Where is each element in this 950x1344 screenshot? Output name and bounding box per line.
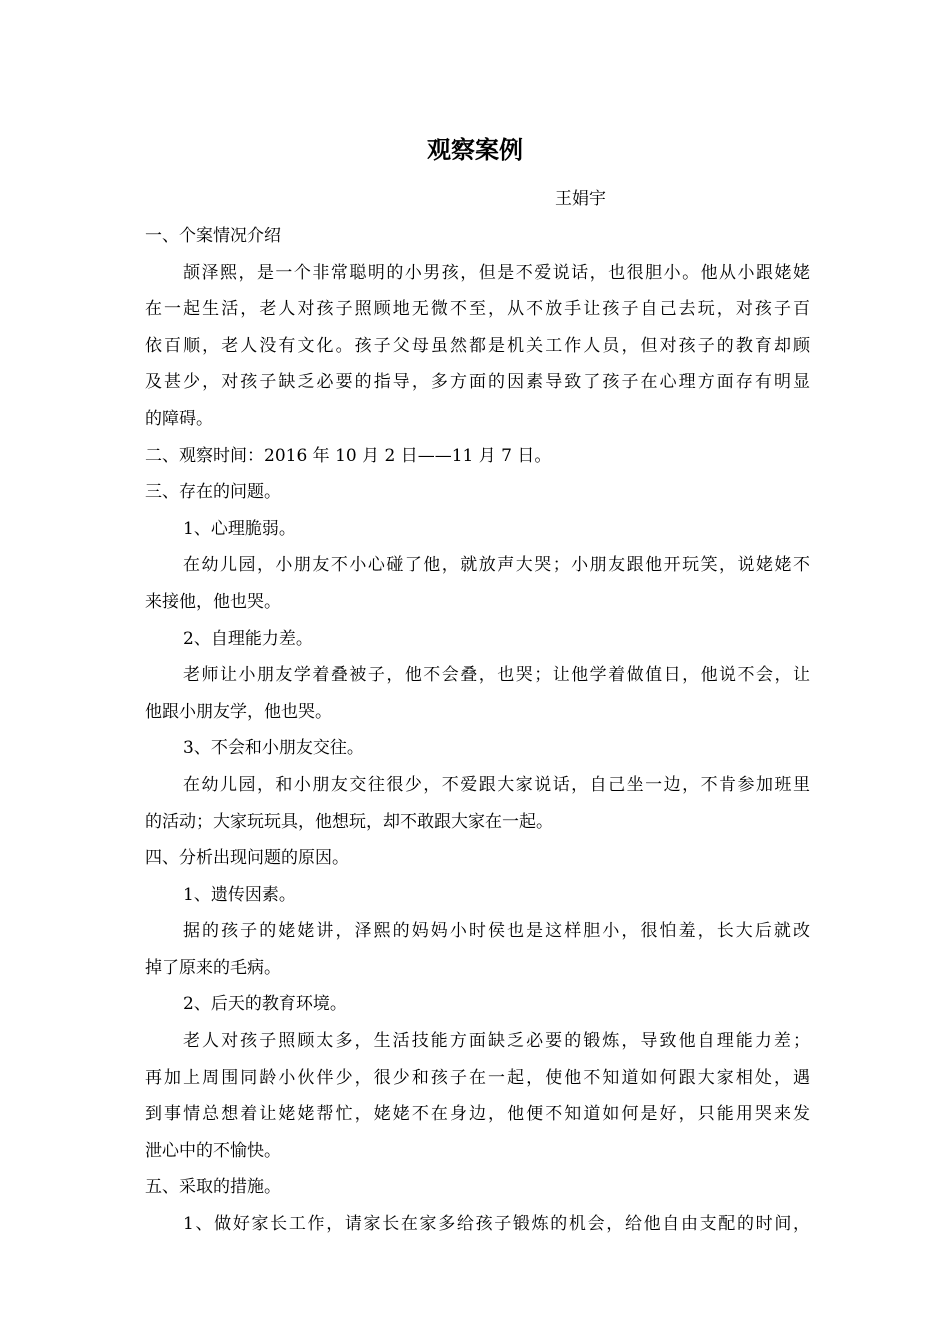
- text-line: 在幼儿园，小朋友不小心碰了他，就放声大哭；小朋友跟他开玩笑，说姥姥不: [183, 555, 810, 576]
- text-line: 再加上周围同龄小伙伴少，很少和孩子在一起，使他不知道如何跟大家相处，遇: [145, 1067, 810, 1088]
- text-line: 及甚少，对孩子缺乏必要的指导，多方面的因素导致了孩子在心理方面存有明显: [145, 372, 810, 393]
- document-title: 观察案例: [427, 135, 523, 164]
- text-line: 他跟小朋友学，他也哭。: [145, 701, 332, 722]
- text-line: 2、自理能力差。: [183, 628, 313, 649]
- text-line: 四、分析出现问题的原因。: [145, 848, 349, 869]
- text-line: 五、采取的措施。: [145, 1177, 281, 1198]
- text-line: 一、个案情况介绍: [145, 226, 281, 246]
- text-line: 泄心中的不愉快。: [145, 1140, 281, 1161]
- text-line: 1、心理脆弱。: [183, 518, 296, 539]
- text-line: 二、观察时间：2016 年 10 月 2 日——11 月 7 日。: [145, 445, 552, 466]
- text-line: 1、遗传因素。: [183, 884, 296, 905]
- text-line: 老人对孩子照顾太多，生活技能方面缺乏必要的锻炼，导致他自理能力差；: [183, 1031, 810, 1052]
- text-line: 在一起生活，老人对孩子照顾地无微不至，从不放手让孩子自己去玩，对孩子百: [145, 299, 810, 320]
- text-line: 的障碍。: [145, 408, 213, 429]
- author-name: 王娟宇: [555, 189, 606, 209]
- text-line: 颉泽熙，是一个非常聪明的小男孩，但是不爱说话，也很胆小。他从小跟姥姥: [183, 262, 810, 283]
- text-line: 掉了原来的毛病。: [145, 957, 281, 978]
- document-body: [145, 218, 810, 1243]
- text-line: 1、做好家长工作，请家长在家多给孩子锻炼的机会，给他自由支配的时间，: [183, 1214, 810, 1235]
- text-line: 老师让小朋友学着叠被子，他不会叠，也哭；让他学着做值日，他说不会，让: [183, 665, 810, 686]
- text-line: 到事情总想着让姥姥帮忙，姥姥不在身边，他便不知道如何是好，只能用哭来发: [145, 1104, 810, 1125]
- text-line: 2、后天的教育环境。: [183, 994, 347, 1015]
- text-line: 依百顺，老人没有文化。孩子父母虽然都是机关工作人员，但对孩子的教育却顾: [145, 335, 810, 356]
- text-line: 来接他，他也哭。: [145, 591, 281, 612]
- text-line: 据的孩子的姥姥讲，泽熙的妈妈小时侯也是这样胆小，很怕羞，长大后就改: [183, 921, 810, 942]
- text-line: 3、不会和小朋友交往。: [183, 738, 364, 759]
- text-line: 在幼儿园，和小朋友交往很少，不爱跟大家说话，自己坐一边，不肯参加班里: [183, 774, 810, 795]
- text-line: 三、存在的问题。: [145, 482, 281, 503]
- text-line: 的活动；大家玩玩具，他想玩，却不敢跟大家在一起。: [145, 811, 553, 832]
